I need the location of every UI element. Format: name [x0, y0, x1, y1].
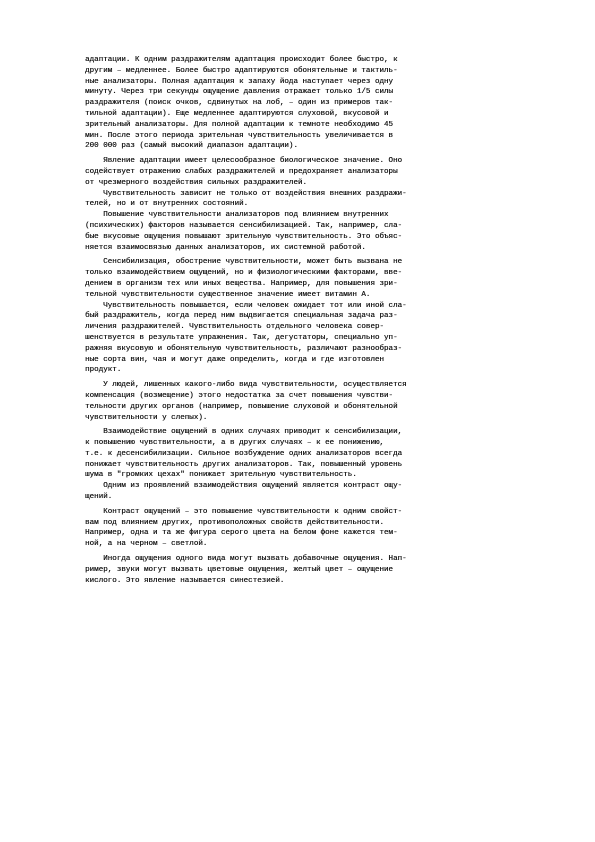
text-line: У людей, лишенных какого-либо вида чувствительности, осуществляется: [85, 381, 407, 390]
text-line: телей, но и от внутренних состояний.: [85, 200, 249, 209]
text-line: Одним из проявлений взаимодействия ощущений является контраст ощу-: [85, 482, 403, 491]
text-line: Взаимодействие ощущений в одних случаях приводит к сенсибилизации,: [85, 428, 403, 437]
text-line: (психических) факторов называется сенсибилизацией. Так, например, сла-: [85, 221, 403, 230]
paragraph: [85, 427, 509, 481]
paragraph: [85, 257, 509, 300]
text-line: тельной чувствительности существенное значение имеет витамин А.: [85, 290, 371, 299]
document-page: [85, 55, 509, 586]
paragraph: [85, 554, 509, 586]
text-line: ные сорта вин, чая и могут даже определить, когда и где изготовлен: [85, 355, 384, 364]
text-line: ные анализаторы. Полная адаптация к запаху йода наступает через одну: [85, 77, 393, 86]
paragraph: [85, 189, 509, 211]
text-line: Контраст ощущений – это повышение чувствительности к одним свойст-: [85, 507, 403, 516]
text-line: вам под влиянием других, противоположных свойств действительности.: [85, 518, 384, 527]
text-line: компенсация (возмещение) этого недостатка за счет повышения чувстви-: [85, 391, 393, 400]
text-line: раздражителя (поиск очков, сдвинутых на лоб, – один из примеров так-: [85, 99, 393, 108]
document-body: [85, 55, 509, 586]
text-line: от чрезмерного воздействия сильных раздражителей.: [85, 178, 307, 187]
paragraph: [85, 55, 509, 152]
text-line: Чувствительность зависит не только от воздействия внешних раздражи-: [85, 189, 407, 198]
text-line: чувствительности у слепых).: [85, 413, 208, 422]
text-line: ражняя вкусовую и обонятельную чувствительность, различают разнообраз-: [85, 344, 403, 353]
text-line: к повышению чувствительности, а в других случаях – к ее понижению,: [85, 439, 384, 448]
paragraph: [85, 507, 509, 550]
text-line: Например, одна и та же фигура серого цвета на белом фоне кажется тем-: [85, 529, 398, 538]
text-line: ример, звуки могут вызвать цветовые ощущения, желтый цвет – ощущение: [85, 565, 393, 574]
paragraph: [85, 481, 509, 503]
text-line: личения раздражителей. Чувствительность отдельного человека совер-: [85, 323, 384, 332]
text-line: содействует отражению слабых раздражителей и предохраняет анализаторы: [85, 167, 398, 176]
text-line: шенствуется в результате упражнения. Так, дегустаторы, специально уп-: [85, 333, 398, 342]
paragraph: [85, 380, 509, 423]
text-line: понижает чувствительность других анализаторов. Так, повышенный уровень: [85, 460, 403, 469]
text-line: бый раздражитель, когда перед ним выдвигается специальная задача раз-: [85, 312, 398, 321]
text-line: продукт.: [85, 366, 122, 375]
text-line: 200 000 раз (самый высокий диапазон адаптации).: [85, 142, 298, 151]
text-line: Явление адаптации имеет целесообразное биологическое значение. Оно: [85, 157, 403, 166]
text-line: щений.: [85, 493, 113, 502]
text-line: ной, а на черном – светлой.: [85, 540, 208, 549]
text-line: дением в организм тех или иных вещества. Например, для повышения зри-: [85, 279, 398, 288]
text-line: тельности других органов (например, повышение слуховой и обонятельной: [85, 402, 398, 411]
paragraph: [85, 156, 509, 188]
text-line: другим – медленнее. Более быстро адаптируются обонятельные и тактиль-: [85, 66, 398, 75]
text-line: Чувствительность повышается, если человек ожидает тот или иной сла-: [85, 301, 407, 310]
text-line: зрительный анализаторы. Для полной адаптации к темноте необходимо 45: [85, 120, 393, 129]
text-line: только взаимодействием ощущений, но и физиологическими факторами, вве-: [85, 269, 403, 278]
text-line: няется взаимосвязью данных анализаторов, их системной работой.: [85, 243, 366, 252]
text-line: Иногда ощущения одного вида могут вызвать добавочные ощущения. Нап-: [85, 555, 407, 564]
text-line: Повышение чувствительности анализаторов под влиянием внутренних: [85, 211, 389, 220]
text-line: бые вкусовые ощущения повышают зрительную чувствительность. Это объяс-: [85, 232, 403, 241]
text-line: т.е. к десенсибилизации. Сильное возбуждение одних анализаторов всегда: [85, 449, 403, 458]
text-line: мин. После этого периода зрительная чувствительность увеличивается в: [85, 131, 393, 140]
text-line: тильной адаптации). Еще медленнее адаптируются слуховой, вкусовой и: [85, 109, 389, 118]
text-line: минуту. Через три секунды ощущение давления отражает только 1/5 силы: [85, 88, 393, 97]
paragraph: [85, 301, 509, 377]
paragraph: [85, 210, 509, 253]
text-line: шума в "громких цехах" понижает зрительную чувствительность.: [85, 471, 357, 480]
text-line: кислого. Это явление называется синестезией.: [85, 576, 285, 585]
text-line: адаптации. К одним раздражителям адаптация происходит более быстро, к: [85, 56, 398, 64]
text-line: Сенсибилизация, обострение чувствительности, может быть вызвана не: [85, 258, 403, 267]
